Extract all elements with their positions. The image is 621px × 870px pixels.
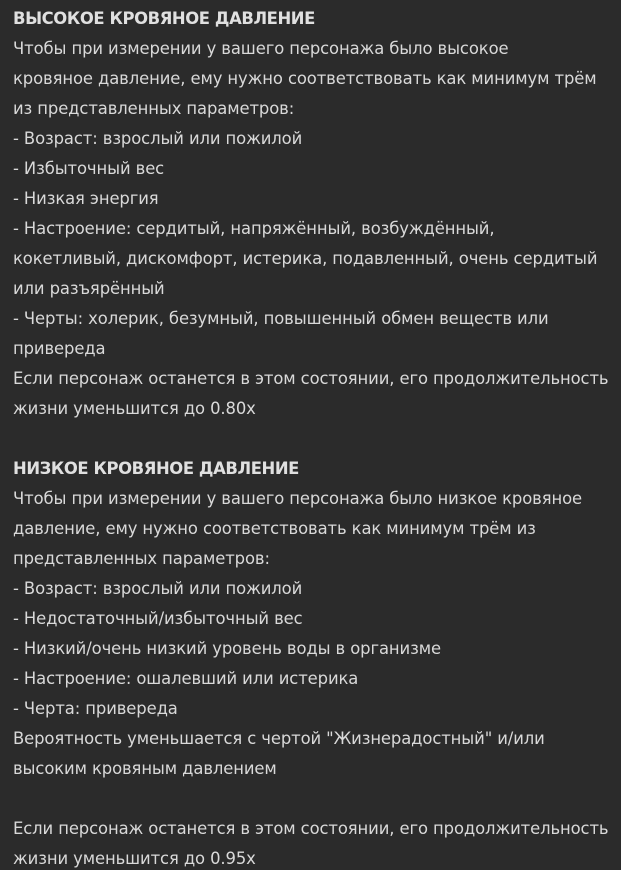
high-intro-line: Чтобы при измерении у вашего персонажа было высокое (13, 39, 509, 58)
low-section-title: НИЗКОЕ КРОВЯНОЕ ДАВЛЕНИЕ (13, 459, 299, 478)
high-param-line: - Черты: холерик, безумный, повышенный обмен веществ или (13, 309, 549, 328)
low-param-line: - Низкий/очень низкий уровень воды в организме (13, 639, 441, 658)
high-param-line: - Низкая энергия (13, 189, 159, 208)
high-param-line: или разъярённый (13, 279, 165, 298)
high-section-title: ВЫСОКОЕ КРОВЯНОЕ ДАВЛЕНИЕ (13, 9, 315, 28)
high-param-line: - Избыточный вес (13, 159, 165, 178)
high-param-line: привереда (13, 339, 106, 358)
low-note-line: высоким кровяным давлением (13, 759, 277, 778)
high-intro-line: из представленных параметров: (13, 99, 295, 118)
paragraph-space (13, 784, 613, 814)
low-outcome-line: Если персонаж останется в этом состоянии, его продолжительность (13, 819, 609, 838)
high-outcome-line: жизни уменьшится до 0.80x (13, 399, 256, 418)
low-intro-line: представленных параметров: (13, 549, 270, 568)
low-intro-line: Чтобы при измерении у вашего персонажа было низкое кровяное (13, 489, 583, 508)
high-blood-pressure-section (13, 4, 613, 424)
low-param-line: - Настроение: ошалевший или истерика (13, 669, 359, 688)
low-param-line: - Черта: привереда (13, 699, 178, 718)
high-intro-line: кровяное давление, ему нужно соответствовать как минимум трём (13, 69, 597, 88)
low-note-line: Вероятность уменьшается с чертой "Жизнерадостный" и/или (13, 729, 545, 748)
high-param-line: кокетливый, дискомфорт, истерика, подавленный, очень сердитый (13, 249, 598, 268)
low-intro-line: давление, ему нужно соответствовать как минимум трём из (13, 519, 536, 538)
section-divider-space (13, 424, 613, 454)
high-param-line: - Возраст: взрослый или пожилой (13, 129, 303, 148)
high-param-line: - Настроение: сердитый, напряжённый, возбуждённый, (13, 219, 495, 238)
low-param-line: - Возраст: взрослый или пожилой (13, 579, 303, 598)
low-outcome-line: жизни уменьшится до 0.95x (13, 849, 256, 868)
low-param-line: - Недостаточный/избыточный вес (13, 609, 303, 628)
high-outcome-line: Если персонаж останется в этом состоянии, его продолжительность (13, 369, 609, 388)
low-blood-pressure-section (13, 454, 613, 870)
